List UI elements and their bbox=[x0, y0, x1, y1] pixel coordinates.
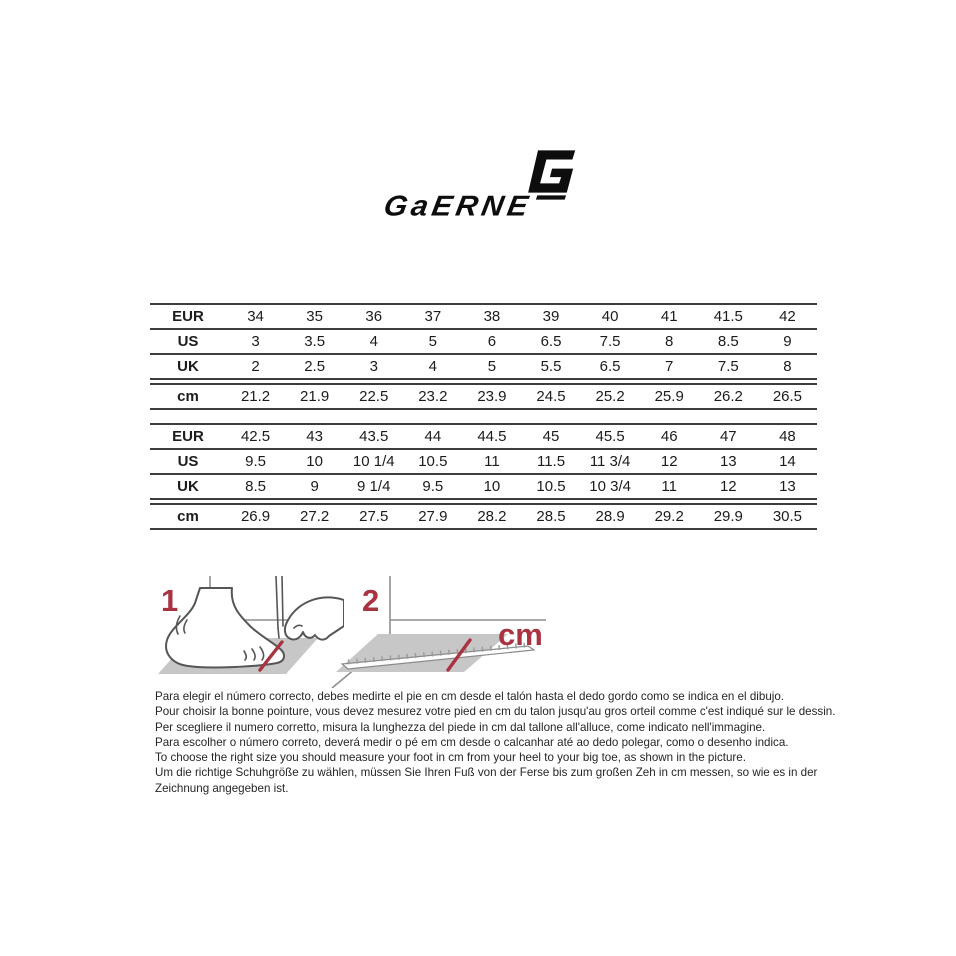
size-cell: 30.5 bbox=[772, 508, 803, 525]
size-cell: 39 bbox=[542, 308, 560, 325]
size-cell: 21.2 bbox=[240, 388, 271, 405]
size-cell: 7.5 bbox=[599, 333, 621, 350]
size-cell: 28.9 bbox=[595, 508, 625, 525]
size-cell: 46 bbox=[660, 428, 678, 445]
size-cell: 36 bbox=[365, 308, 383, 325]
size-cell: 9.5 bbox=[245, 453, 266, 470]
size-cell: 13 bbox=[719, 453, 737, 470]
size-cell: 8.5 bbox=[245, 478, 266, 495]
instruction-pt: Para escolher o número correto, deverá medir o pé em cm desde o calcanhar até ao dedo polegar, como o desenho indica. bbox=[155, 735, 789, 749]
size-cell: 10.5 bbox=[536, 478, 566, 495]
size-cell: 23.2 bbox=[418, 388, 448, 405]
size-cell: 5 bbox=[428, 333, 437, 350]
size-cell: 25.2 bbox=[595, 388, 625, 405]
size-cell: 5 bbox=[487, 358, 497, 375]
size-cell: 2.5 bbox=[304, 358, 326, 375]
size-cell: 10 bbox=[306, 453, 323, 470]
size-cell: 35 bbox=[306, 308, 323, 325]
size-cell: 9 bbox=[310, 478, 319, 495]
step-2-number: 2 bbox=[362, 583, 380, 618]
size-cell: 26.5 bbox=[772, 388, 803, 405]
table-row bbox=[150, 384, 817, 409]
size-cell: 10 bbox=[483, 478, 501, 495]
size-cell: 25.9 bbox=[654, 388, 684, 405]
size-cell: 5.5 bbox=[540, 358, 562, 375]
size-cell: 8.5 bbox=[717, 333, 739, 350]
size-cell: 44 bbox=[424, 428, 442, 445]
brand-wordmark: GaERNE bbox=[381, 190, 535, 223]
size-cell: 10 1/4 bbox=[352, 453, 395, 470]
size-cell: 10 3/4 bbox=[589, 478, 631, 495]
size-table-lower bbox=[150, 423, 817, 500]
row-label: cm bbox=[177, 508, 199, 525]
size-cell: 48 bbox=[779, 428, 796, 445]
instruction-fr: Pour choisir la bonne pointure, vous devez mesurez votre pied en cm du talon jusqu'au gros orteil comme c'est indiqué sur le dessin. bbox=[155, 705, 836, 719]
size-cell: 3 bbox=[251, 333, 260, 350]
size-cell: 27.2 bbox=[300, 508, 330, 525]
instruction-es: Para elegir el número correcto, debes medirte el pie en cm desde el talón hasta el dedo gordo como se indica en el dibujo. bbox=[155, 690, 785, 703]
instruction-en: To choose the right size you should measure your foot in cm from your heel to your big toe, as shown in the picture. bbox=[155, 751, 746, 765]
size-cell: 7 bbox=[665, 358, 674, 375]
row-label: EUR bbox=[172, 308, 204, 325]
size-cell: 27.5 bbox=[359, 508, 389, 525]
size-cell: 11.5 bbox=[536, 453, 566, 470]
size-cell: 4 bbox=[428, 358, 437, 375]
step-1-number: 1 bbox=[161, 583, 179, 618]
size-cell: 47 bbox=[719, 428, 737, 445]
row-label: US bbox=[177, 333, 199, 350]
table-row bbox=[150, 474, 817, 499]
row-label: UK bbox=[177, 478, 199, 495]
size-cell: 41 bbox=[660, 308, 678, 325]
table-row bbox=[150, 504, 817, 529]
table-row bbox=[150, 304, 817, 329]
row-label: EUR bbox=[172, 428, 204, 445]
size-cell: 9 1/4 bbox=[357, 478, 391, 495]
size-cell: 42 bbox=[779, 308, 796, 325]
row-label: US bbox=[177, 453, 199, 470]
size-cell: 28.2 bbox=[477, 508, 507, 525]
cm-unit-label: cm bbox=[498, 617, 543, 652]
size-cell: 13 bbox=[779, 478, 796, 495]
table-row bbox=[150, 329, 817, 354]
size-cell: 21.9 bbox=[300, 388, 330, 405]
size-cell: 29.9 bbox=[713, 508, 743, 525]
row-label: cm bbox=[177, 388, 199, 405]
size-cell: 14 bbox=[779, 453, 796, 470]
instructions-block bbox=[155, 689, 855, 796]
size-cell: 22.5 bbox=[359, 388, 389, 405]
table-row bbox=[150, 424, 817, 449]
size-cell: 45 bbox=[542, 428, 560, 445]
size-table-upper bbox=[150, 303, 817, 380]
size-cell: 8 bbox=[665, 333, 674, 350]
size-cell: 26.9 bbox=[240, 508, 271, 525]
size-cell: 11 bbox=[484, 453, 500, 470]
size-cell: 28.5 bbox=[536, 508, 566, 525]
size-cell: 7.5 bbox=[717, 358, 739, 375]
size-cell: 37 bbox=[424, 308, 442, 325]
table-row bbox=[150, 354, 817, 379]
foot-measuring-sketch bbox=[148, 576, 344, 688]
table-row bbox=[150, 449, 817, 474]
size-cell: 42.5 bbox=[240, 428, 271, 445]
size-cell: 23.9 bbox=[477, 388, 507, 405]
size-cell: 43 bbox=[306, 428, 323, 445]
row-label: UK bbox=[177, 358, 199, 375]
size-cell: 43.5 bbox=[359, 428, 389, 445]
size-cell: 10.5 bbox=[418, 453, 448, 470]
size-cell: 45.5 bbox=[595, 428, 625, 445]
size-cell: 41.5 bbox=[713, 308, 743, 325]
size-cell: 3 bbox=[369, 358, 378, 375]
size-cell: 2 bbox=[251, 358, 260, 375]
size-cell: 24.5 bbox=[536, 388, 566, 405]
size-cell: 34 bbox=[247, 308, 264, 325]
size-cell: 3.5 bbox=[304, 333, 326, 350]
size-cell: 27.9 bbox=[418, 508, 448, 525]
size-cell: 11 bbox=[661, 478, 677, 495]
size-cell: 11 3/4 bbox=[589, 453, 631, 470]
instruction-it: Per scegliere il numero corretto, misura la lunghezza del piede in cm dal tallone all'alluce, come indicato nell'immagine. bbox=[155, 720, 766, 734]
size-cell: 29.2 bbox=[654, 508, 684, 525]
size-cell: 8 bbox=[783, 358, 792, 375]
size-cell: 12 bbox=[719, 478, 737, 495]
size-cell: 38 bbox=[483, 308, 501, 325]
size-cell: 6 bbox=[487, 333, 497, 350]
size-cell: 26.2 bbox=[713, 388, 743, 405]
size-cell: 6.5 bbox=[599, 358, 621, 375]
size-cell: 12 bbox=[660, 453, 678, 470]
size-cell: 9 bbox=[783, 333, 792, 350]
size-cell: 4 bbox=[369, 333, 378, 350]
size-cell: 6.5 bbox=[540, 333, 562, 350]
size-cell: 44.5 bbox=[477, 428, 507, 445]
size-cell: 40 bbox=[601, 308, 619, 325]
instruction-de: Um die richtige Schuhgröße zu wählen, müssen Sie Ihren Fuß von der Ferse bis zum großen Zeh in cm messen, so wie es in der Zeichnung angegeben ist. bbox=[155, 766, 818, 795]
cm-row-upper bbox=[150, 383, 817, 410]
size-cell: 9.5 bbox=[422, 478, 444, 495]
cm-row-lower bbox=[150, 503, 817, 530]
